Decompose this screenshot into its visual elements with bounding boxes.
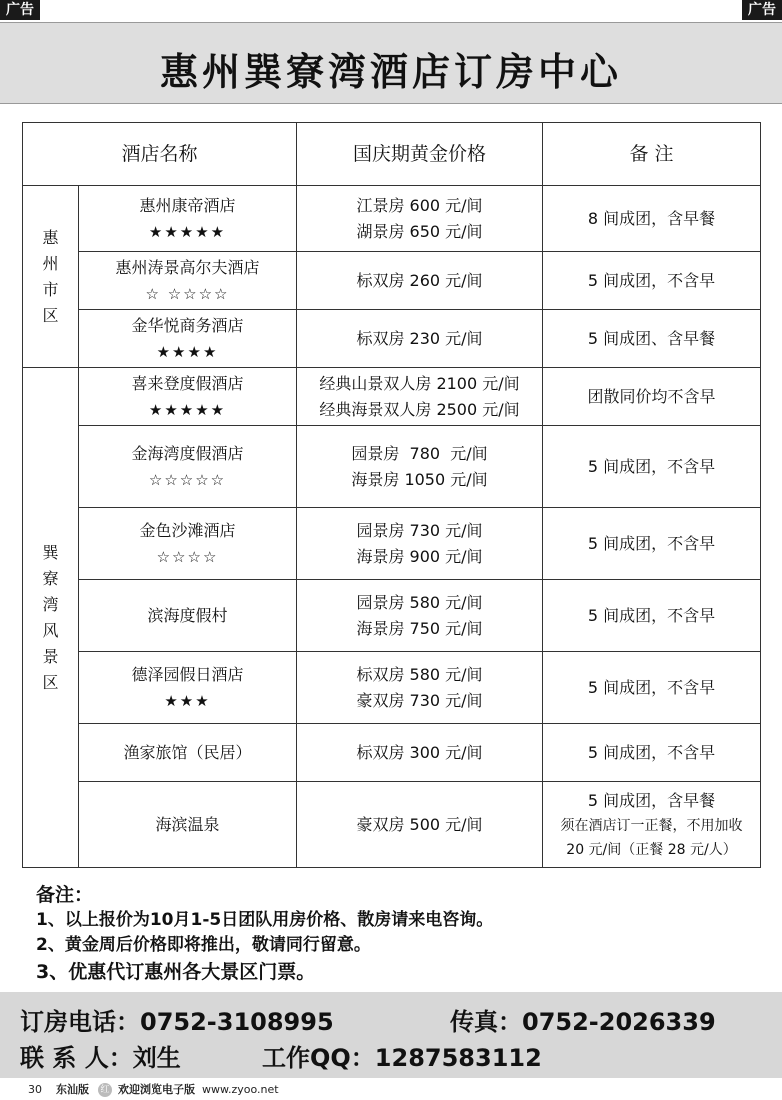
header-hotel-name: 酒店名称 (23, 123, 297, 186)
ad-label-right: 广告 (742, 0, 782, 20)
table-row (23, 782, 761, 868)
price-cell (297, 368, 543, 426)
note-cell (543, 368, 761, 426)
hotel-name: 金华悦商务酒店 (131, 315, 244, 335)
note-cell (543, 782, 761, 868)
booking-note: 8 间成团，含早餐 (587, 208, 716, 228)
page-title: 惠州巽寮湾酒店订房中心 (159, 50, 622, 94)
note-item-2: 2、黄金周后价格即将推出，敬请同行留意。 (36, 935, 371, 955)
room-price: 标双房 260 元/间 (356, 270, 483, 290)
header-price: 国庆期黄金价格 (297, 123, 543, 186)
room-price: 园景房 580 元/间 (356, 592, 483, 612)
room-price: 经典山景双人房 2100 元/间 (319, 373, 520, 393)
price-cell (297, 252, 543, 310)
star-rating: ☆☆☆☆ (156, 547, 219, 566)
table-row (23, 508, 761, 580)
hotel-name: 金海湾度假酒店 (131, 443, 244, 463)
note-item-3: 3、优惠代订惠州各大景区门票。 (36, 961, 316, 983)
table-row (23, 652, 761, 724)
booking-note: 5 间成团、含早餐 (587, 328, 716, 348)
hotel-name: 惠州康帝酒店 (139, 195, 236, 215)
room-price: 海景房 750 元/间 (356, 618, 483, 638)
booking-note: 5 间成团，不含早 (587, 742, 716, 762)
hotel-name: 渔家旅馆（民居） (123, 742, 252, 762)
hotel-name-cell (79, 580, 297, 652)
star-rating: ☆ ☆☆☆☆ (145, 284, 230, 303)
edition-label: 东汕版 (56, 1083, 89, 1096)
hotel-name-cell (79, 508, 297, 580)
hotel-name-cell (79, 724, 297, 782)
page-number: 30 (28, 1083, 42, 1096)
area-label: 巽寮湾风景区 (42, 542, 59, 692)
note-cell (543, 426, 761, 508)
note-cell (543, 310, 761, 368)
booking-note: 5 间成团，不含早 (587, 270, 716, 290)
area-cell (23, 368, 79, 868)
star-rating: ★★★★★ (148, 222, 227, 241)
room-price: 经典海景双人房 2500 元/间 (319, 399, 520, 419)
table-row (23, 310, 761, 368)
header-note: 备 注 (543, 123, 761, 186)
title-banner (0, 22, 782, 104)
room-price: 江景房 600 元/间 (356, 195, 483, 215)
hotel-name: 金色沙滩酒店 (139, 520, 236, 540)
page-footer (0, 1080, 782, 1100)
hotel-name-cell (79, 368, 297, 426)
booking-note: 5 间成团，不含早 (587, 605, 716, 625)
hotel-name-cell (79, 252, 297, 310)
hotel-name-cell (79, 426, 297, 508)
booking-phone: 订房电话：0752-3108995 (20, 1008, 334, 1036)
footer-url[interactable]: www.zyoo.net (202, 1083, 279, 1096)
room-price: 标双房 230 元/间 (356, 328, 483, 348)
hotel-name: 德泽园假日酒店 (131, 664, 244, 684)
note-cell (543, 508, 761, 580)
price-cell (297, 310, 543, 368)
price-cell (297, 652, 543, 724)
price-cell (297, 508, 543, 580)
booking-note: 5 间成团，不含早 (587, 533, 716, 553)
table-row (23, 252, 761, 310)
notes-section (36, 882, 756, 986)
hotel-name-cell (79, 186, 297, 252)
work-qq: 工作QQ：1287583112 (262, 1044, 542, 1072)
room-price: 湖景房 650 元/间 (356, 221, 483, 241)
price-cell (297, 782, 543, 868)
hotel-name: 喜来登度假酒店 (131, 373, 244, 393)
price-cell (297, 580, 543, 652)
room-price: 标双房 580 元/间 (356, 664, 483, 684)
room-price: 海景房 1050 元/间 (351, 469, 488, 489)
note-cell (543, 252, 761, 310)
star-rating: ★★★★ (156, 342, 219, 361)
hotel-name-cell (79, 310, 297, 368)
brand-logo-icon: 红 (98, 1083, 112, 1097)
booking-note: 5 间成团，不含早 (587, 677, 716, 697)
booking-note: 5 间成团，含早餐 (587, 790, 716, 810)
hotel-name: 滨海度假村 (147, 605, 228, 625)
hotel-name-cell (79, 652, 297, 724)
booking-note: 20 元/间（正餐 28 元/人） (566, 841, 737, 858)
contact-person: 联 系 人：刘生 (20, 1044, 181, 1072)
hotel-name-cell (79, 782, 297, 868)
star-rating: ☆☆☆☆☆ (148, 470, 227, 489)
room-price: 豪双房 500 元/间 (356, 814, 483, 834)
table-row (23, 186, 761, 252)
note-item-1: 1、以上报价为10月1-5日团队用房价格、散房请来电咨询。 (36, 910, 494, 930)
booking-note: 团散同价均不含早 (587, 386, 716, 406)
hotel-name: 惠州涛景高尔夫酒店 (115, 257, 260, 277)
star-rating: ★★★ (164, 691, 211, 710)
table-row (23, 580, 761, 652)
booking-note: 5 间成团，不含早 (587, 456, 716, 476)
notes-title: 备注： (36, 884, 94, 906)
room-price: 园景房 730 元/间 (356, 520, 483, 540)
note-cell (543, 724, 761, 782)
area-label: 惠州市区 (42, 227, 59, 325)
table-header-row (23, 123, 761, 186)
room-price: 园景房 780 元/间 (351, 443, 488, 463)
area-cell (23, 186, 79, 368)
contact-banner (0, 992, 782, 1078)
hotel-name: 海滨温泉 (155, 814, 220, 834)
ad-label-left: 广告 (0, 0, 40, 20)
table-row (23, 368, 761, 426)
room-price: 豪双房 730 元/间 (356, 690, 483, 710)
fax-number: 传真：0752-2026339 (450, 1008, 716, 1036)
price-cell (297, 186, 543, 252)
room-price: 标双房 300 元/间 (356, 742, 483, 762)
room-price: 海景房 900 元/间 (356, 546, 483, 566)
table-row (23, 724, 761, 782)
note-cell (543, 580, 761, 652)
star-rating: ★★★★★ (148, 400, 227, 419)
hotel-price-table (22, 122, 761, 868)
table-row (23, 426, 761, 508)
table-body (23, 186, 761, 868)
price-cell (297, 426, 543, 508)
note-cell (543, 186, 761, 252)
price-cell (297, 724, 543, 782)
booking-note: 须在酒店订一正餐，不用加收 (560, 817, 743, 834)
footer-slogan: 欢迎浏览电子版 (118, 1083, 195, 1096)
note-cell (543, 652, 761, 724)
